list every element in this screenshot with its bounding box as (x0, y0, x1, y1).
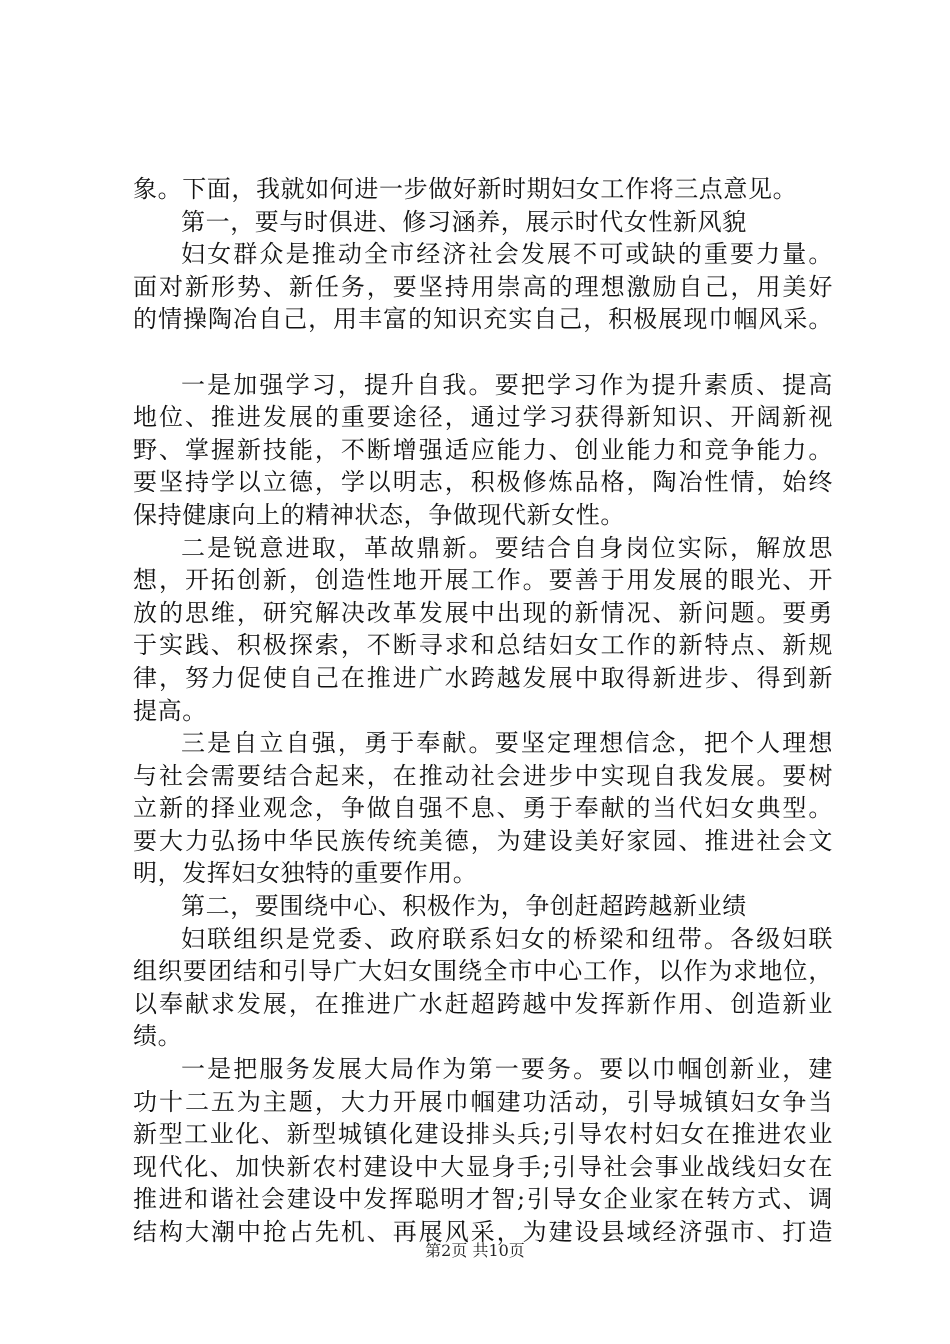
paragraph-line: 面对新形势、新任务，要坚持用崇高的理想激励自己，用美好 (133, 272, 833, 301)
paragraph-line: 妇女群众是推动全市经济社会发展不可或缺的重要力量。 (181, 240, 833, 269)
paragraph-line: 三是自立自强，勇于奉献。要坚定理想信念，把个人理想 (181, 729, 833, 758)
paragraph-line: 妇联组织是党委、政府联系妇女的桥梁和纽带。各级妇联 (181, 924, 833, 953)
paragraph-line: 现代化、加快新农村建设中大显身手;引导社会事业战线妇女在 (133, 1152, 833, 1181)
paragraph-line: 一是把服务发展大局作为第一要务。要以巾帼创新业，建 (181, 1055, 833, 1084)
paragraph-line: 绩。 (133, 1022, 183, 1051)
paragraph-line: 明，发挥妇女独特的重要作用。 (133, 859, 478, 888)
paragraph-line: 以奉献求发展，在推进广水赶超跨越中发挥新作用、创造新业 (133, 989, 833, 1018)
document-body (133, 173, 833, 1249)
paragraph-line: 放的思维，研究解决改革发展中出现的新情况、新问题。要勇 (133, 598, 833, 627)
paragraph-line: 一是加强学习，提升自我。要把学习作为提升素质、提高 (181, 370, 833, 399)
paragraph-line: 新型工业化、新型城镇化建设排头兵;引导农村妇女在推进农业 (133, 1120, 833, 1149)
paragraph-line: 结构大潮中抢占先机、再展风采，为建设县域经济强市、打造 (133, 1218, 833, 1246)
paragraph-line: 组织要团结和引导广大妇女围绕全市中心工作，以作为求地位， (133, 957, 833, 986)
paragraph-line: 要大力弘扬中华民族传统美德，为建设美好家园、推进社会文 (133, 826, 833, 855)
paragraph-line: 提高。 (133, 696, 207, 725)
paragraph-line: 地位、推进发展的重要途径，通过学习获得新知识、开阔新视 (133, 403, 833, 432)
paragraph-line: 于实践、积极探索，不断寻求和总结妇女工作的新特点、新规 (133, 631, 833, 660)
paragraph-line: 想，开拓创新，创造性地开展工作。要善于用发展的眼光、开 (133, 566, 833, 595)
paragraph-line: 的情操陶冶自己，用丰富的知识充实自己，积极展现巾帼风采。 (133, 305, 833, 334)
paragraph-line: 二是锐意进取，革故鼎新。要结合自身岗位实际，解放思 (181, 533, 833, 562)
paragraph-line: 与社会需要结合起来，在推动社会进步中实现自我发展。要树 (133, 761, 833, 790)
paragraph-line: 推进和谐社会建设中发挥聪明才智;引导女企业家在转方式、调 (133, 1185, 833, 1214)
paragraph-line: 立新的择业观念，争做自强不息、勇于奉献的当代妇女典型。 (133, 794, 833, 823)
page-number-footer: 第2页 共10页 (425, 1241, 525, 1260)
paragraph-line: 保持健康向上的精神状态，争做现代新女性。 (133, 500, 625, 529)
section-heading: 第一，要与时俱进、修习涵养，展示时代女性新风貌 (181, 207, 747, 236)
paragraph-line: 野、掌握新技能，不断增强适应能力、创业能力和竞争能力。 (133, 435, 833, 464)
blank-line (133, 336, 833, 369)
text-line: 象。下面，我就如何进一步做好新时期妇女工作将三点意见。 (133, 175, 798, 203)
section-heading: 第二，要围绕中心、积极作为，争创赶超跨越新业绩 (181, 892, 747, 921)
paragraph-line: 律，努力促使自己在推进广水跨越发展中取得新进步、得到新 (133, 663, 833, 692)
paragraph-line: 要坚持学以立德，学以明志，积极修炼品格，陶冶性情，始终 (133, 468, 833, 497)
paragraph-line: 功十二五为主题，大力开展巾帼建功活动，引导城镇妇女争当 (133, 1087, 833, 1116)
